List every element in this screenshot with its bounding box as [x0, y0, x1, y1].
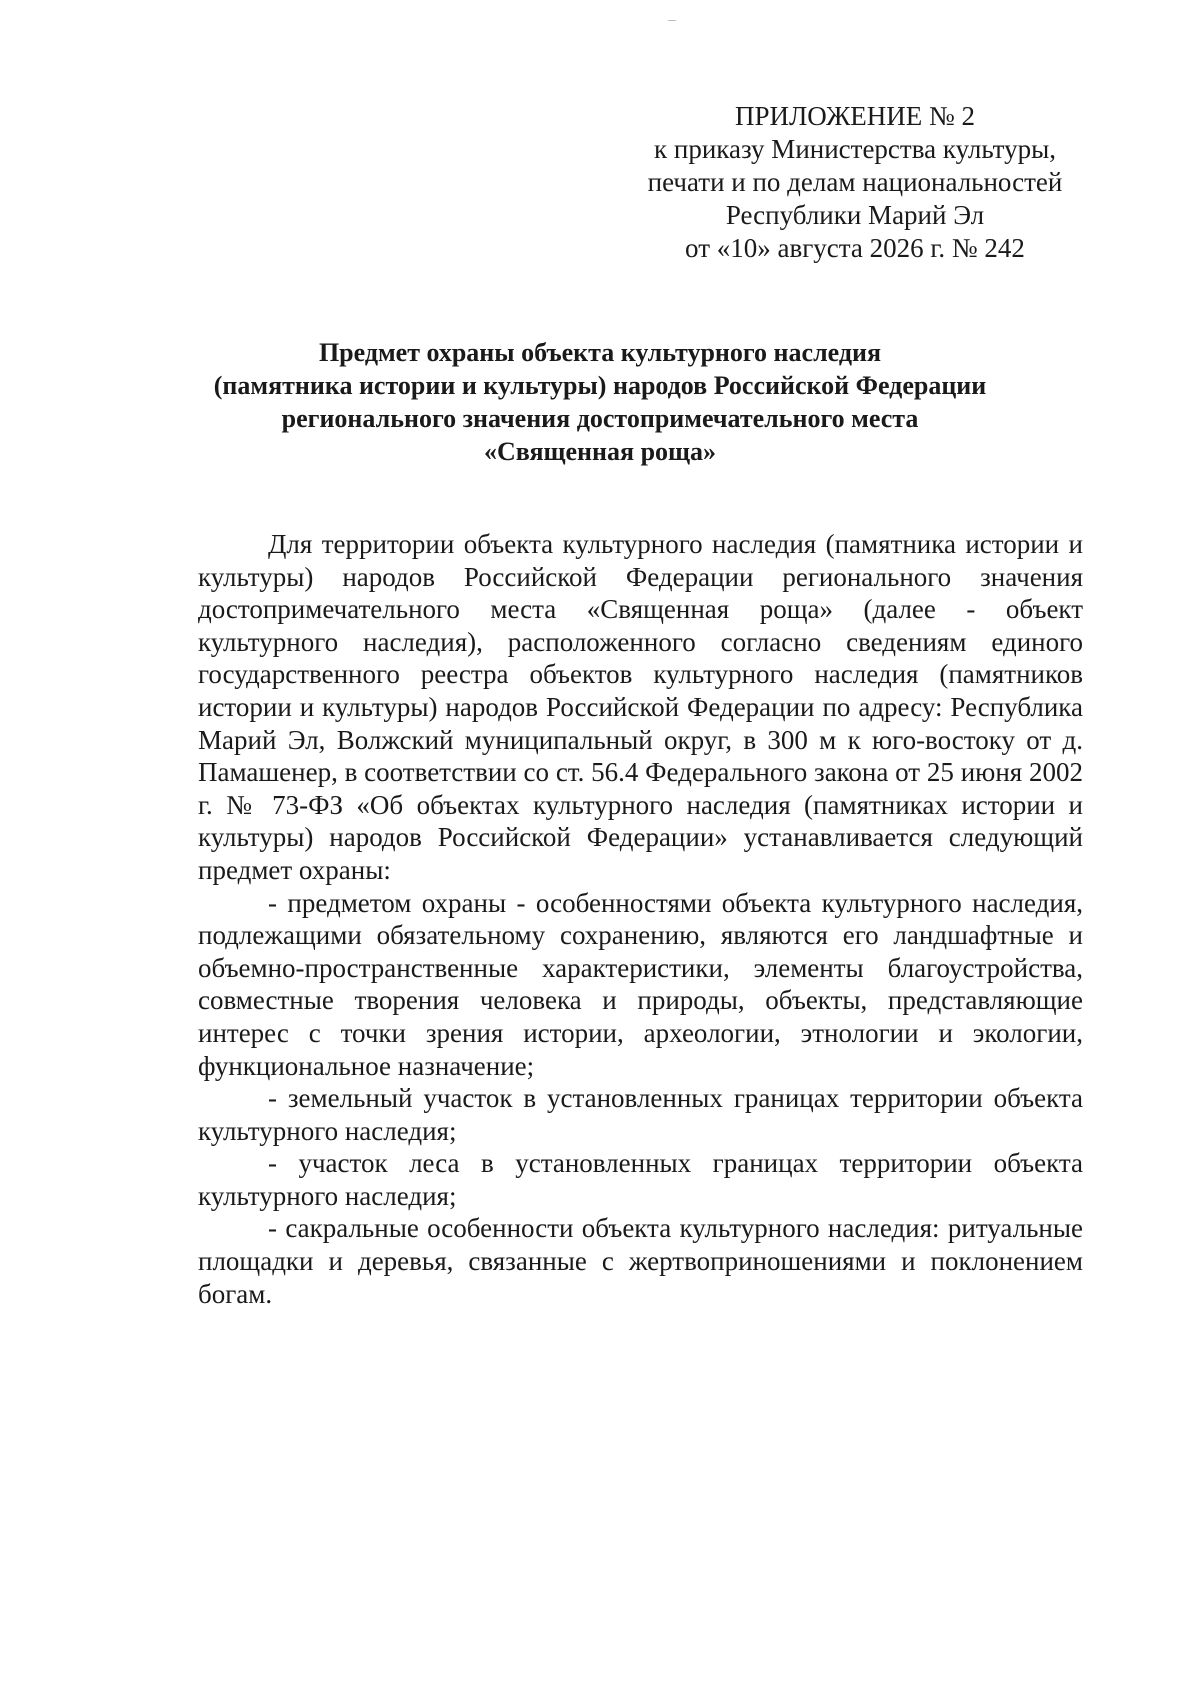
appendix-order-ref: к приказу Министерства культуры, — [654, 134, 1056, 164]
list-item-protection-subject: - предметом охраны - особенностями объекта культурного наследия, подлежащими обязательному сохранению, являются его ландшафтные и объемно-пространственные характеристики, элементы благоустройства, совместные творения человека и природы, объекты, представляющие интерес с точки зрения истории, археологии, этнологии и экологии, функциональное назначение; — [198, 887, 1083, 1081]
appendix-republic: Республики Марий Эл — [725, 200, 985, 230]
document-title — [160, 336, 1040, 468]
appendix-number: ПРИЛОЖЕНИЕ № 2 — [734, 101, 976, 131]
title-line-3: регионального значения достопримечательного места — [281, 404, 919, 433]
appendix-date-number: от «10» августа 2026 г. № 242 — [685, 233, 1025, 263]
list-item-sacral-features: - сакральные особенности объекта культурного наследия: ритуальные площадки и деревья, связанные с жертвоприношениями и поклонением богам. — [198, 1213, 1083, 1309]
list-item-land-plot: - земельный участок в установленных границах территории объекта культурного наследия; — [198, 1083, 1083, 1146]
scan-mark — [668, 20, 676, 21]
appendix-header — [620, 100, 1090, 265]
document-body — [198, 528, 1083, 1310]
title-line-2: (памятника истории и культуры) народов Российской Федерации — [213, 371, 987, 400]
appendix-ministry: печати и по делам национальностей — [647, 167, 1063, 197]
title-line-4: «Священная роща» — [484, 437, 716, 466]
intro-paragraph: Для территории объекта культурного наследия (памятника истории и культуры) народов Российской Федерации регионального значения достопримечательного места «Священная роща» (далее - объект культурного наследия), расположенного согласно сведениям единого государственного реестра объектов культурного наследия (памятников истории и культуры) народов Российской Федерации по адресу: Республика Марий Эл, Волжский муниципальный округ, в 300 м к юго-востоку от д. Памашенер, в соответствии со ст. 56.4 Федерального закона от 25 июня 2002 г. № 73-ФЗ «Об объектах культурного наследия (памятниках истории и культуры) народов Российской Федерации» устанавливается следующий предмет охраны: — [198, 529, 1083, 885]
title-line-1: Предмет охраны объекта культурного наследия — [318, 338, 882, 367]
list-item-forest-plot: - участок леса в установленных границах территории объекта культурного наследия; — [198, 1148, 1083, 1211]
